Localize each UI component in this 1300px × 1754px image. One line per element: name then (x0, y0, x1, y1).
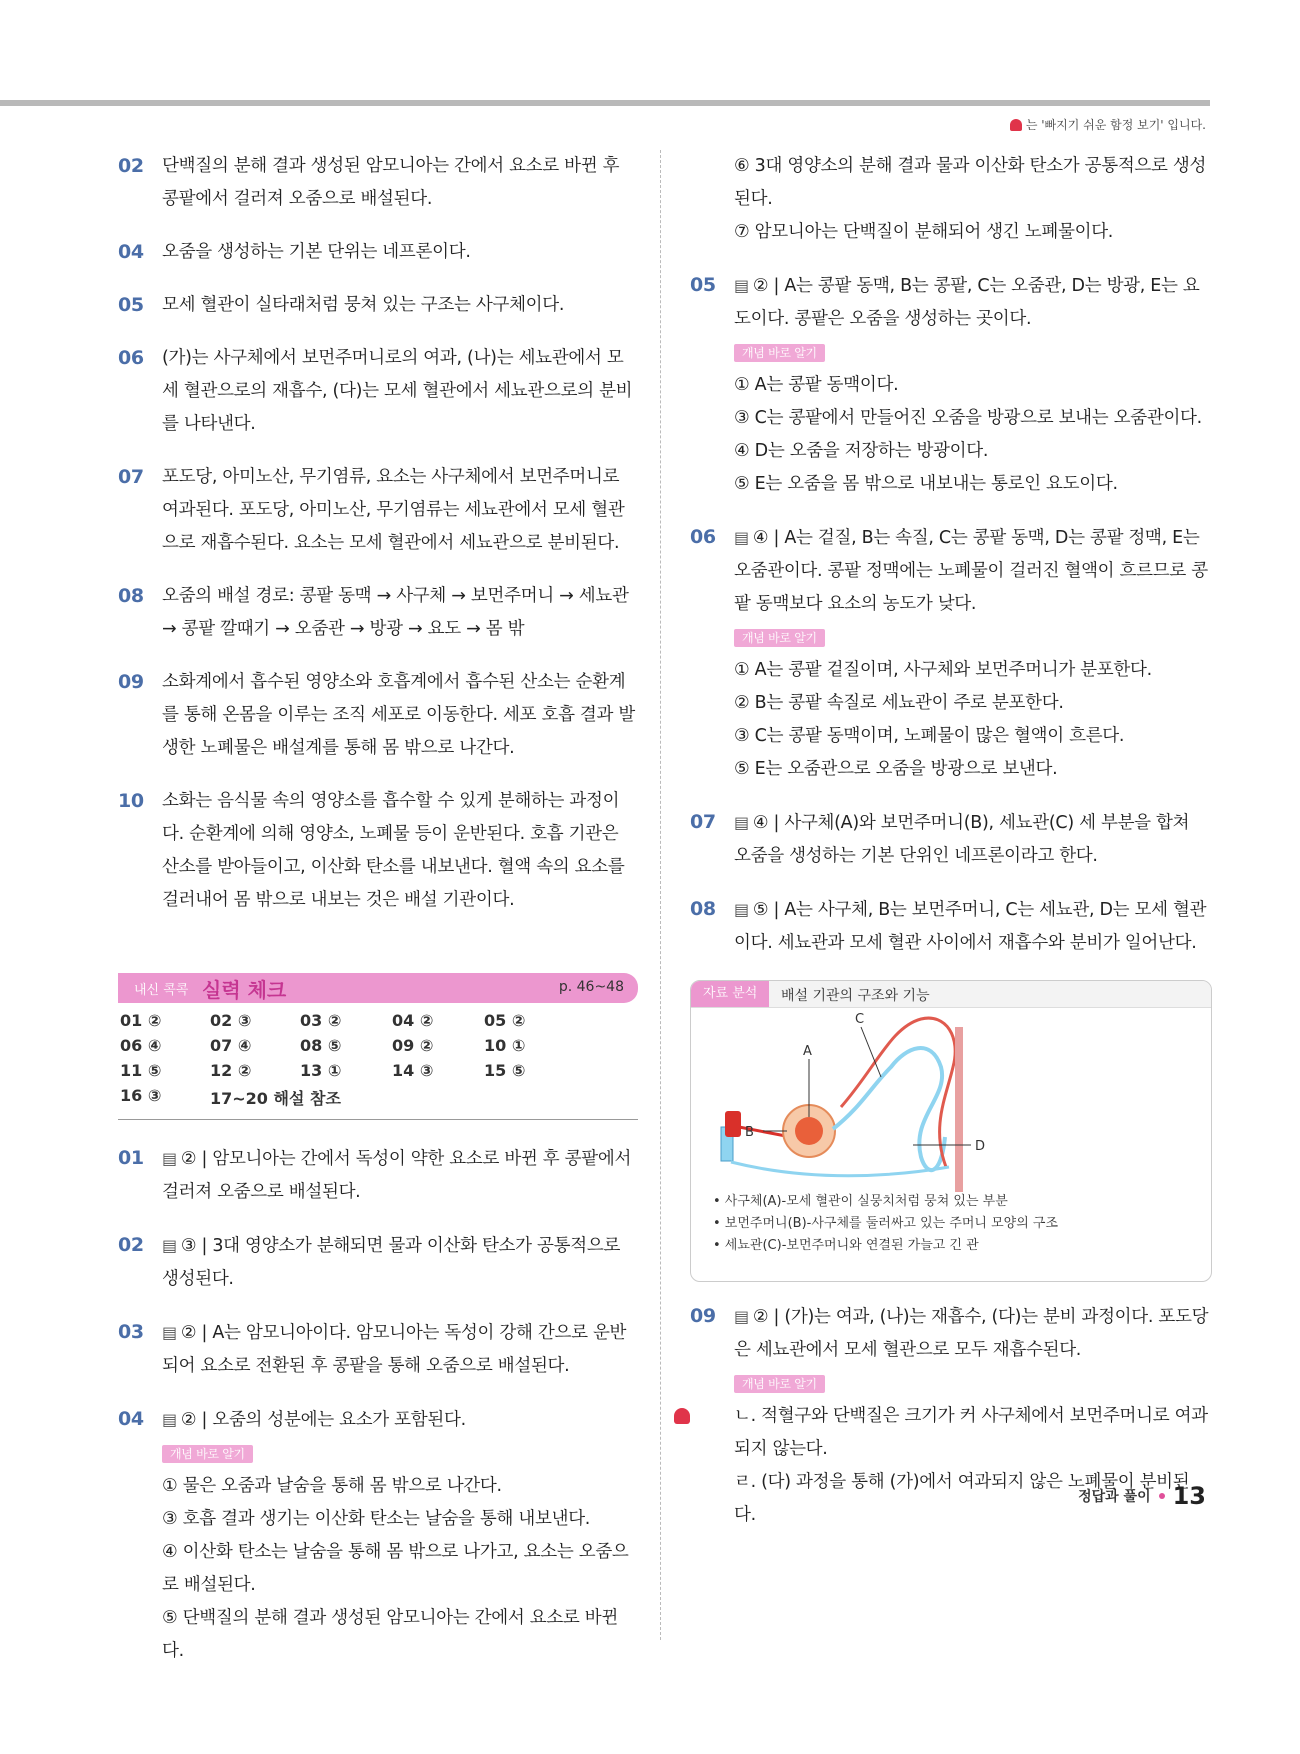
top-rule (0, 100, 1210, 106)
left-column (118, 150, 638, 1688)
item-06: 06 (가)는 사구체에서 보먼주머니로의 여과, (나)는 세뇨관에서 모세 혈관으로의 재흡수, (다)는 모세 혈관에서 세뇨관으로의 분비를 나타낸다. (118, 347, 633, 434)
answer: 13 ① (300, 1061, 342, 1080)
answer: 07 ④ (210, 1036, 252, 1055)
answer-icon: ▤ (162, 1236, 177, 1255)
answer-item-07: 07 ▤ ④ | 사구체(A)와 보먼주머니(B), 세뇨관(C) 세 부분을 합쳐 오줌을 생성하는 기본 단위인 네프론이라고 한다. (690, 806, 1210, 873)
answer-note: 17~20 해설 참조 (210, 1089, 341, 1108)
answer: 04 ② (392, 1011, 434, 1030)
answer-item-08: 08 ▤ ⑤ | A는 사구체, B는 보먼주머니, C는 세뇨관, D는 모세 혈관이다. 세뇨관과 모세 혈관 사이에서 재흡수와 분비가 일어난다. (690, 893, 1210, 960)
answer: 14 ③ (392, 1061, 434, 1080)
answer: 02 ③ (210, 1011, 252, 1030)
trap-sub-line: ㄴ. 적혈구와 단백질은 크기가 커 사구체에서 보먼주머니로 여과되지 않는다. (734, 1400, 1210, 1466)
item-04-continued (690, 150, 1210, 249)
item-04: 04 오줌을 생성하는 기본 단위는 네프론이다. (118, 241, 471, 263)
answer-item-06: 06 ▤ ④ | A는 겉질, B는 속질, C는 콩팥 동맥, D는 콩팥 정맥, E는 오줌관이다. 콩팥 정맥에는 노폐물이 걸러진 혈액이 흐르므로 콩팥 동맥보다 요소의 농도가 낮다. 개념 바로 알기 ① A는 콩팥 겉질이며, 사구체와 보먼주머니가 분포한다. ② B는 콩팥 속질로 세뇨관이 주로 분포한다. ③ C는 콩팥 동맥이며, 노폐물이 많은 혈액이 흐른다. ⑤ E는 오줌관으로 오줌을 방광으로 보낸다. (690, 521, 1210, 786)
answer: 01 ② (120, 1011, 162, 1030)
answer: 05 ② (484, 1011, 526, 1030)
answer-item-09: 09 ▤ ② | (가)는 여과, (나)는 재흡수, (다)는 분비 과정이다. 포도당은 세뇨관에서 모세 혈관으로 모두 재흡수된다. 개념 바로 알기 ㄴ. 적혈구와 단백질은 크기가 커 사구체에서 보먼주머니로 여과되지 않는다. ㄹ. (다) 과정을 통해 (가)에서 여과되지 않은 노폐물이 분비된다. (690, 1300, 1210, 1532)
nephron-diagram (691, 1007, 1211, 1197)
renal-tubule (833, 1048, 945, 1170)
concept-tag: 개념 바로 알기 (734, 1375, 825, 1393)
answer-icon: ▤ (734, 1307, 749, 1326)
figure-header (691, 981, 1211, 1008)
glomerulus (795, 1117, 823, 1145)
answer: 08 ⑤ (300, 1036, 342, 1055)
answer: 09 ② (392, 1036, 434, 1055)
sub-line: ① A는 콩팥 겉질이며, 사구체와 보먼주머니가 분포한다. (734, 660, 1152, 680)
item-10: 10 소화는 음식물 속의 영양소를 흡수할 수 있게 분해하는 과정이다. 순환계에 의해 영양소, 노폐물 등이 운반된다. 호흡 기관은 산소를 받아들이고, 이산화 탄소를 내보낸다. 혈액 속의 요소를 걸러내어 몸 밖으로 내보는 것은 배설 기관이다. (118, 790, 625, 910)
figure-tag: 자료 분석 (691, 981, 769, 1007)
item-09: 09 소화계에서 흡수된 영양소와 호흡계에서 흡수된 산소는 순환계를 통해 온몸을 이루는 조직 세포로 이동한다. 세포 호흡 결과 발생한 노폐물은 배설계를 통해 몸 밖으로 나간다. (118, 671, 636, 758)
answer-item-04: 04 ▤ ② | 오줌의 성분에는 요소가 포함된다. 개념 바로 알기 ① 물은 오줌과 날숨을 통해 몸 밖으로 나간다. ③ 호흡 결과 생기는 이산화 탄소는 날숨을 통해 내보낸다. ④ 이산화 탄소는 날숨을 통해 몸 밖으로 나가고, 요소는 오줌으로 배설된다. ⑤ 단백질의 분해 결과 생성된 암모니아는 간에서 요소로 바뀐다. (118, 1403, 638, 1668)
sub-line: ④ D는 오줌을 저장하는 방광이다. (734, 441, 989, 461)
sub-line: ④ 이산화 탄소는 날숨을 통해 몸 밖으로 나가고, 요소는 오줌으로 배설된다. (162, 1542, 629, 1595)
concept-tag: 개념 바로 알기 (734, 629, 825, 647)
skill-check-title: 실력 체크 (202, 978, 287, 1002)
sub-line: ㄹ. (다) 과정을 통해 (가)에서 여과되지 않은 노폐물이 분비된다. (734, 1472, 1190, 1525)
figure-bullet: • 사구체(A)-모세 혈관이 실뭉치처럼 뭉쳐 있는 부분 (713, 1194, 1008, 1209)
trap-note-text: 는 '빠지기 쉬운 함정 보기' 입니다. (1025, 118, 1206, 132)
bell-icon (674, 1408, 690, 1424)
grid-rule (118, 1119, 638, 1120)
answer-item-01: 01 ▤ ② | 암모니아는 간에서 독성이 약한 요소로 바뀐 후 콩팥에서 걸러져 오줌으로 배설된다. (118, 1142, 638, 1209)
column-divider (660, 150, 661, 1640)
concept-tag: 개념 바로 알기 (734, 344, 825, 362)
sub-line: ② B는 콩팥 속질로 세뇨관이 주로 분포한다. (734, 693, 1064, 713)
artery-bottle-icon (725, 1111, 741, 1137)
page-range: p. 46~48 (558, 979, 624, 995)
page-number: 13 (1172, 1482, 1206, 1510)
figure-title: 배설 기관의 구조와 기능 (781, 988, 930, 1004)
answer-icon: ▤ (162, 1410, 177, 1429)
footer-label: 정답과 풀이 (1078, 1489, 1151, 1505)
sub-line: ⑥ 3대 영양소의 분해 결과 물과 이산화 탄소가 공통적으로 생성된다. (734, 156, 1207, 209)
answer: 15 ⑤ (484, 1061, 526, 1080)
answer-item-03: 03 ▤ ② | A는 암모니아이다. 암모니아는 독성이 강해 간으로 운반되어 요소로 전환된 후 콩팥을 통해 오줌으로 배설된다. (118, 1316, 638, 1383)
figure-bullet: • 세뇨관(C)-보먼주머니와 연결된 가늘고 긴 관 (713, 1238, 979, 1253)
answer-icon: ▤ (734, 900, 749, 919)
answer: 11 ⑤ (120, 1061, 162, 1080)
answer: 06 ④ (120, 1036, 162, 1055)
sub-line: ① A는 콩팥 동맥이다. (734, 375, 899, 395)
label-b: B (745, 1125, 754, 1140)
answer: 03 ② (300, 1011, 342, 1030)
answer: 16 ③ (120, 1086, 162, 1105)
sub-line: ⑦ 암모니아는 단백질이 분해되어 생긴 노폐물이다. (734, 222, 1114, 242)
sub-line: ③ C는 콩팥에서 만들어진 오줌을 방광으로 보내는 오줌관이다. (734, 408, 1202, 428)
sub-line: ① 물은 오줌과 날숨을 통해 몸 밖으로 나간다. (162, 1476, 502, 1496)
answer-icon: ▤ (734, 276, 749, 295)
answer-icon: ▤ (734, 813, 749, 832)
sub-line: ⑤ E는 오줌관으로 오줌을 방광으로 보낸다. (734, 759, 1058, 779)
bell-icon (1010, 119, 1022, 131)
item-05: 05 모세 혈관이 실타래처럼 뭉쳐 있는 구조는 사구체이다. (118, 294, 565, 316)
item-07: 07 포도당, 아미노산, 무기염류, 요소는 사구체에서 보먼주머니로 여과된다. 포도당, 아미노산, 무기염류는 세뇨관에서 모세 혈관으로 재흡수된다. 요소는 모세 혈관에서 세뇨관으로 분비된다. (118, 466, 625, 553)
skill-check (118, 973, 638, 1120)
skill-check-header: 내신 콕콕 실력 체크 p. 46~48 (118, 973, 638, 1003)
sub-line: ⑤ E는 오줌을 몸 밖으로 내보내는 통로인 요도이다. (734, 474, 1118, 494)
return-vessel (731, 1162, 949, 1176)
answer: 12 ② (210, 1061, 252, 1080)
label-c: C (855, 1012, 865, 1027)
answer-icon: ▤ (734, 528, 749, 547)
figure-bullet: • 보먼주머니(B)-사구체를 둘러싸고 있는 주머니 모양의 구조 (713, 1216, 1059, 1231)
trap-note (1010, 116, 1206, 133)
sub-line: ③ C는 콩팥 동맥이며, 노폐물이 많은 혈액이 흐른다. (734, 726, 1125, 746)
answer-grid (118, 1011, 638, 1109)
label-d: D (975, 1139, 986, 1154)
label-a: A (803, 1044, 812, 1059)
answer-icon: ▤ (162, 1149, 177, 1168)
item-02: 02 단백질의 분해 결과 생성된 암모니아는 간에서 요소로 바뀐 후 콩팥에서 걸러져 오줌으로 배설된다. (118, 155, 620, 209)
answer-item-02: 02 ▤ ③ | 3대 영양소가 분해되면 물과 이산화 탄소가 공통적으로 생성된다. (118, 1229, 638, 1296)
item-08: 08 오줌의 배설 경로: 콩팥 동맥 → 사구체 → 보먼주머니 → 세뇨관 → 콩팥 깔때기 → 오줌관 → 방광 → 요도 → 몸 밖 (118, 585, 629, 639)
answer-item-05: 05 ▤ ② | A는 콩팥 동맥, B는 콩팥, C는 오줌관, D는 방광, E는 요도이다. 콩팥은 오줌을 생성하는 곳이다. 개념 바로 알기 ① A는 콩팥 동맥이다. ③ C는 콩팥에서 만들어진 오줌을 방광으로 보내는 오줌관이다. ④ D는 오줌을 저장하는 방광이다. ⑤ E는 오줌을 몸 밖으로 내보내는 통로인 요도이다. (690, 269, 1210, 501)
sub-line: ⑤ 단백질의 분해 결과 생성된 암모니아는 간에서 요소로 바뀐다. (162, 1608, 619, 1661)
answer: 10 ① (484, 1036, 526, 1055)
concept-tag: 개념 바로 알기 (162, 1445, 253, 1463)
nephron-figure (690, 980, 1212, 1282)
right-column (690, 150, 1210, 1552)
page-footer (1078, 1482, 1206, 1510)
answer-icon: ▤ (162, 1323, 177, 1342)
figure-bullets (713, 1191, 1058, 1257)
sub-line: ③ 호흡 결과 생기는 이산화 탄소는 날숨을 통해 내보낸다. (162, 1509, 591, 1529)
footer-dot (1159, 1493, 1165, 1499)
